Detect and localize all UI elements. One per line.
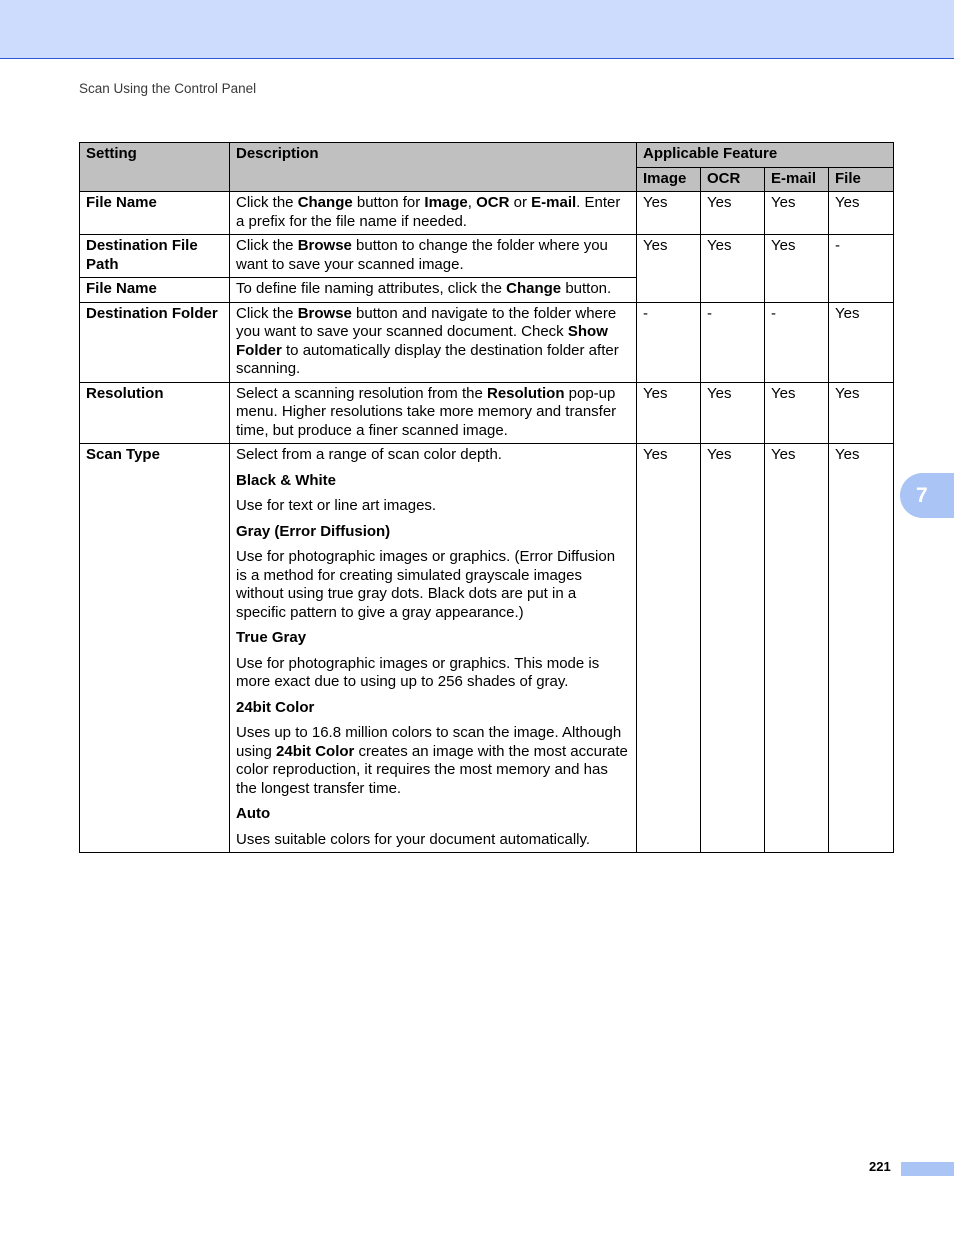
image-cell: - (637, 302, 701, 382)
file-cell: Yes (829, 382, 894, 444)
option-text: Use for text or line art images. (236, 497, 437, 514)
file-cell: Yes (829, 444, 894, 853)
file-cell: Yes (829, 302, 894, 382)
header-ocr: OCR (701, 167, 765, 192)
table-row (80, 302, 894, 382)
scan-type-intro: Select from a range of scan color depth. (236, 446, 502, 463)
option-title: True Gray (236, 629, 307, 646)
image-cell: Yes (637, 382, 701, 444)
setting-cell: File Name (80, 278, 230, 303)
file-cell: - (829, 235, 894, 303)
header-file: File (829, 167, 894, 192)
header-description: Description (230, 143, 637, 192)
option-title: Black & White (236, 471, 337, 489)
header-applicable-feature: Applicable Feature (637, 143, 894, 168)
header-setting: Setting (80, 143, 230, 192)
email-cell: Yes (765, 235, 829, 303)
description-cell: Click the Browse button to change the folder where you want to save your scanned image. (230, 235, 637, 278)
image-cell: Yes (637, 235, 701, 303)
page-number-bar (901, 1162, 954, 1176)
description-cell: Select a scanning resolution from the Resolution pop-up menu. Higher resolutions take more memory and transfer time, but produce a finer scanned image. (230, 382, 637, 444)
description-cell (230, 444, 637, 853)
header-email: E-mail (765, 167, 829, 192)
scan-settings-table (79, 142, 894, 853)
option-text: Use for photographic images or graphics. (Error Diffusion is a method for creating simulated grayscale images without using true gray dots. Black dots are put in a specific pattern to give a gray appearance.) (236, 548, 616, 621)
email-cell: Yes (765, 444, 829, 853)
setting-cell: Destination Folder (80, 302, 230, 382)
option-title: 24bit Color (236, 698, 315, 716)
chapter-number: 7 (916, 483, 928, 507)
description-cell: Click the Browse button and navigate to the folder where you want to save your scanned document. Check Show Folder to automatically display the destination folder after scanning. (230, 302, 637, 382)
header-band (0, 0, 954, 59)
email-cell: Yes (765, 192, 829, 235)
option-text: Use for photographic images or graphics. This mode is more exact due to using up to 256 shades of gray. (236, 654, 600, 690)
email-cell: - (765, 302, 829, 382)
ocr-cell: Yes (701, 382, 765, 444)
email-cell: Yes (765, 382, 829, 444)
ocr-cell: - (701, 302, 765, 382)
table-row (80, 192, 894, 235)
file-cell: Yes (829, 192, 894, 235)
description-cell: To define file naming attributes, click the Change button. (230, 278, 637, 303)
setting-cell: Scan Type (80, 444, 230, 853)
image-cell: Yes (637, 444, 701, 853)
table-row (80, 444, 894, 853)
image-cell: Yes (637, 192, 701, 235)
ocr-cell: Yes (701, 192, 765, 235)
header-image: Image (637, 167, 701, 192)
ocr-cell: Yes (701, 235, 765, 303)
option-text: Uses suitable colors for your document automatically. (236, 830, 591, 848)
option-title: Gray (Error Diffusion) (236, 522, 391, 540)
table-header-row (80, 143, 894, 168)
description-cell: Click the Change button for Image, OCR or E-mail. Enter a prefix for the file name if needed. (230, 192, 637, 235)
setting-cell: Resolution (80, 382, 230, 444)
setting-cell: File Name (80, 192, 230, 235)
table-row (80, 235, 894, 278)
setting-cell: Destination File Path (80, 235, 230, 278)
page-number: 221 (869, 1159, 891, 1174)
ocr-cell: Yes (701, 444, 765, 853)
chapter-tab (900, 473, 954, 518)
running-title: Scan Using the Control Panel (79, 81, 257, 96)
option-title: Auto (236, 805, 271, 822)
table-row (80, 382, 894, 444)
option-text: Uses up to 16.8 million colors to scan the image. Although using 24bit Color creates an image with the most accurate color reproduction, it requires the most memory and has the longest transfer time. (236, 724, 628, 797)
